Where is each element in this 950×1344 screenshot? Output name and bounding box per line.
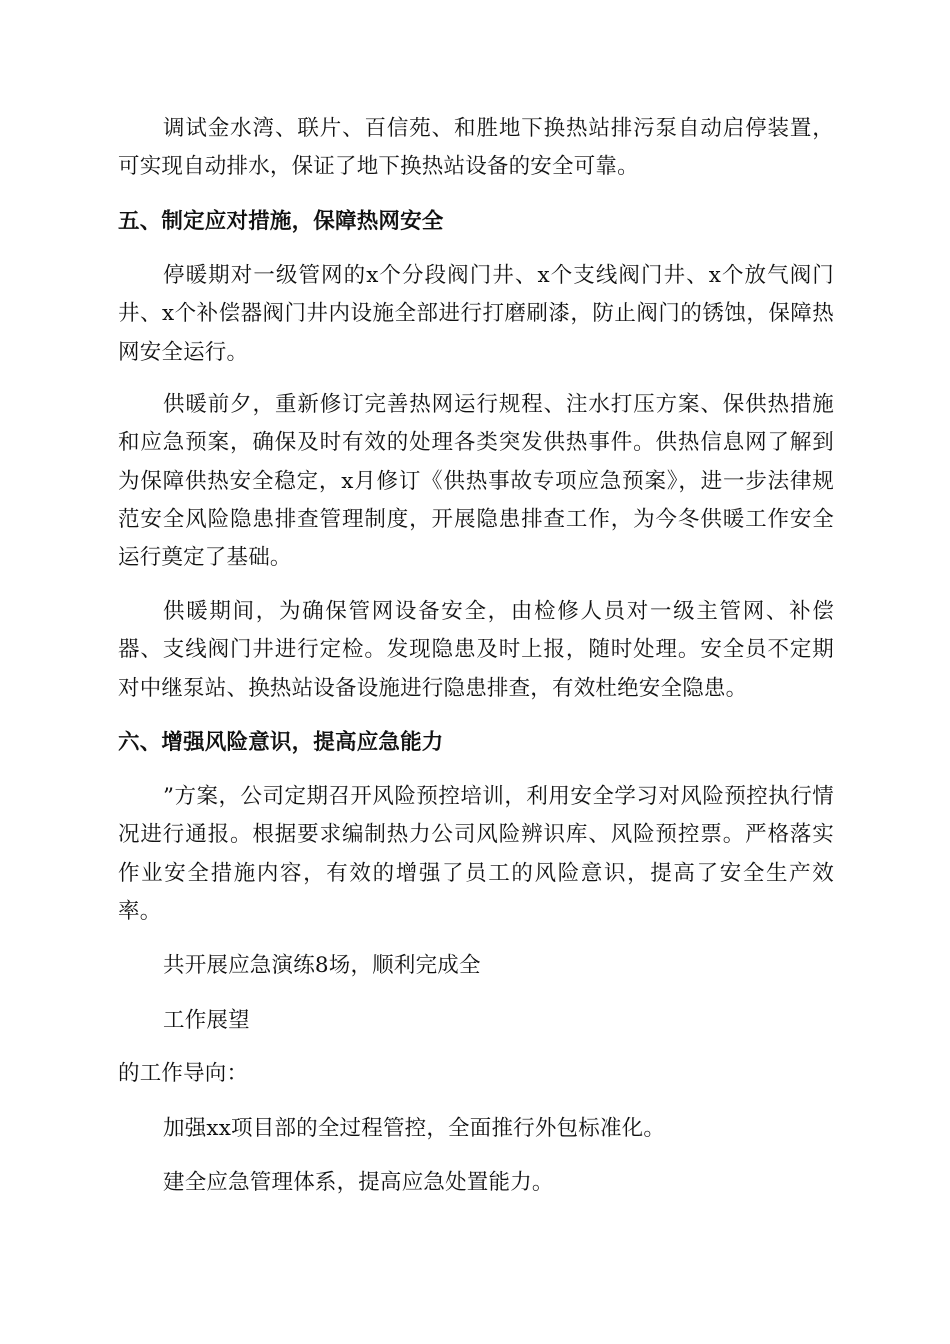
paragraph-drills: 共开展应急演练8场，顺利完成全 (163, 953, 481, 978)
heading-section-5: 五、制定应对措施，保障热网安全 (118, 209, 444, 234)
paragraph-valve-maintenance: 停暖期对一级管网的x个分段阀门井、x个支线阀门井、x个放气阀门井、x个补偿器阀门井内设施全部进行打磨刷漆，防止阀门的锈蚀，保障热网安全运行。 (118, 263, 834, 365)
paragraph-pre-heating: 供暖前夕，重新修订完善热网运行规程、注水打压方案、保供热措施和应急预案，确保及时有效的处理各类突发供热事件。供热信息网了解到为保障供热安全稳定，x月修订《供热事故专项应急预案》，进一步法律规范安全风险隐患排查管理制度，开展隐患排查工作，为今冬供暖工作安全运行奠定了基础。 (118, 392, 834, 571)
paragraph-risk-training: ”方案，公司定期召开风险预控培训，利用安全学习对风险预控执行情况进行通报。根据要求编制热力公司风险辨识库、风险预控票。严格落实作业安全措施内容，有效的增强了员工的风险意识，提高了安全生产效率。 (118, 784, 834, 924)
paragraph-work-guidance: 的工作导向： (118, 1061, 249, 1086)
heading-section-6: 六、增强风险意识，提高应急能力 (118, 730, 444, 755)
paragraph-project-control: 加强xx项目部的全过程管控，全面推行外包标准化。 (163, 1116, 666, 1141)
paragraph-work-outlook: 工作展望 (163, 1008, 250, 1033)
paragraph-heating-period: 供暖期间，为确保管网设备安全，由检修人员对一级主管网、补偿器、支线阀门井进行定检。发现隐患及时上报，随时处理。安全员不定期对中继泵站、换热站设备设施进行隐患排查，有效杜绝安全隐患。 (118, 599, 834, 701)
paragraph-emergency-system: 建全应急管理体系，提高应急处置能力。 (163, 1170, 554, 1195)
paragraph-sewage-pump: 调试金水湾、联片、百信苑、和胜地下换热站排污泵自动启停装置，可实现自动排水，保证了地下换热站设备的安全可靠。 (118, 116, 834, 180)
